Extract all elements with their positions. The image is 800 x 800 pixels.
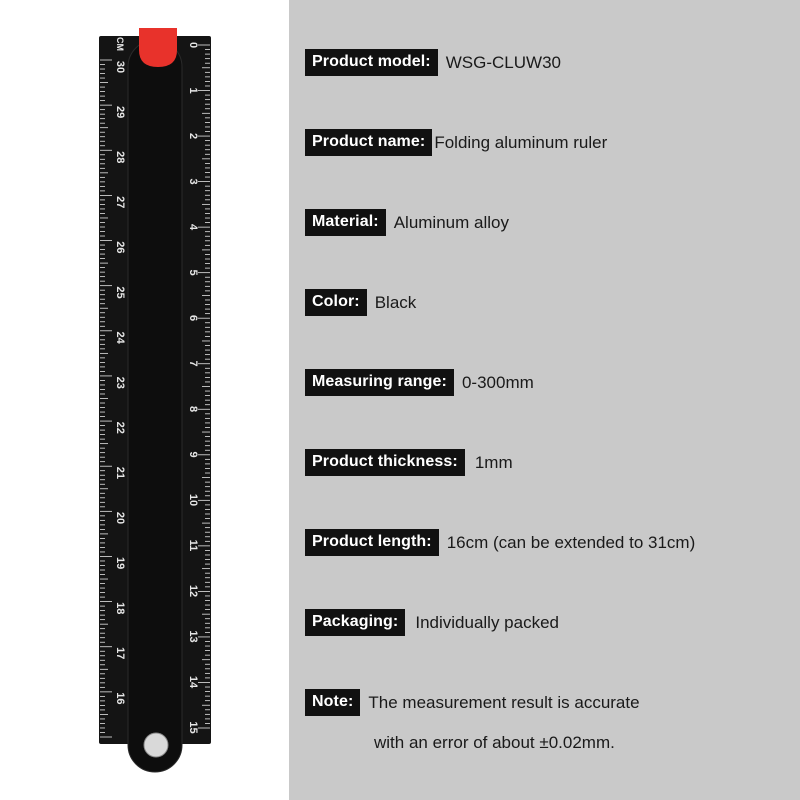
spec-label: Packaging: [305, 609, 405, 636]
inner-scale-label: 1 [187, 87, 199, 94]
outer-scale-label: 16 [114, 692, 126, 705]
outer-scale-label: 17 [114, 647, 126, 660]
spec-panel [289, 0, 800, 800]
outer-scale-label: 24 [114, 331, 126, 344]
unit-label: CM [115, 37, 125, 51]
inner-arm [128, 40, 182, 772]
inner-scale-label: 4 [187, 223, 199, 231]
spec-label: Material: [305, 209, 386, 236]
outer-scale-label: 27 [114, 196, 126, 209]
spec-row-product-name [305, 129, 607, 156]
outer-scale-label: 26 [114, 241, 126, 254]
spec-row-measuring-range [305, 369, 534, 396]
spec-value: 0-300mm [461, 372, 534, 392]
spec-label: Product name: [305, 129, 432, 156]
spec-label: Product length: [305, 529, 439, 556]
outer-scale-label: 19 [114, 556, 126, 570]
spec-value: WSG-CLUW30 [445, 52, 561, 72]
spec-label: Measuring range: [305, 369, 454, 396]
outer-scale-label: 23 [114, 376, 126, 389]
inner-scale-label: 2 [187, 132, 199, 140]
product-image-panel [0, 0, 289, 800]
spec-value: Individually packed [415, 612, 560, 632]
inner-scale-label: 14 [187, 675, 199, 689]
outer-scale-label: 20 [114, 511, 126, 525]
note-label: Note: [305, 689, 360, 716]
note-line-2: with an error of about ±0.02mm. [374, 733, 615, 752]
spec-value: Black [374, 292, 417, 312]
outer-scale-label: 28 [114, 151, 126, 164]
spec-row-note [305, 689, 640, 716]
spec-row-product-length [305, 529, 695, 556]
spec-value: 16cm (can be extended to 31cm) [446, 532, 696, 552]
folding-ruler-image [0, 0, 289, 800]
outer-scale-label: 25 [114, 286, 126, 299]
inner-scale-label: 7 [187, 360, 199, 367]
inner-scale-label: 9 [187, 451, 199, 458]
spec-label: Color: [305, 289, 367, 316]
inner-scale-label: 8 [187, 405, 199, 413]
spec-value: Folding aluminum ruler [434, 132, 608, 152]
spec-value: 1mm [474, 452, 513, 472]
outer-scale-label: 22 [114, 421, 126, 434]
spec-row-material [305, 209, 509, 236]
spec-label: Product thickness: [305, 449, 465, 476]
inner-scale-label: 5 [187, 269, 199, 276]
spec-row-packaging [305, 609, 559, 636]
inner-scale-label: 11 [187, 539, 199, 552]
outer-scale-label: 29 [114, 105, 126, 119]
outer-scale-label: 30 [114, 60, 126, 74]
inner-scale-label: 0 [187, 41, 199, 49]
outer-scale-label: 18 [114, 602, 126, 615]
inner-scale-label: 6 [187, 314, 199, 322]
spec-row-color [305, 289, 416, 316]
ruler-body [99, 28, 211, 772]
inner-scale-label: 12 [187, 584, 199, 598]
inner-scale-label: 15 [187, 721, 199, 734]
hinge-cap [139, 28, 177, 67]
inner-scale-label: 10 [187, 493, 199, 507]
spec-row-product-thickness [305, 449, 513, 476]
spec-label: Product model: [305, 49, 438, 76]
inner-scale-label: 13 [187, 630, 199, 643]
spec-value: Aluminum alloy [393, 212, 509, 232]
outer-scale-label: 21 [114, 466, 126, 480]
note-line-1: The measurement result is accurate [368, 692, 640, 712]
inner-scale-label: 3 [187, 178, 199, 185]
spec-row-product-model [305, 49, 561, 76]
